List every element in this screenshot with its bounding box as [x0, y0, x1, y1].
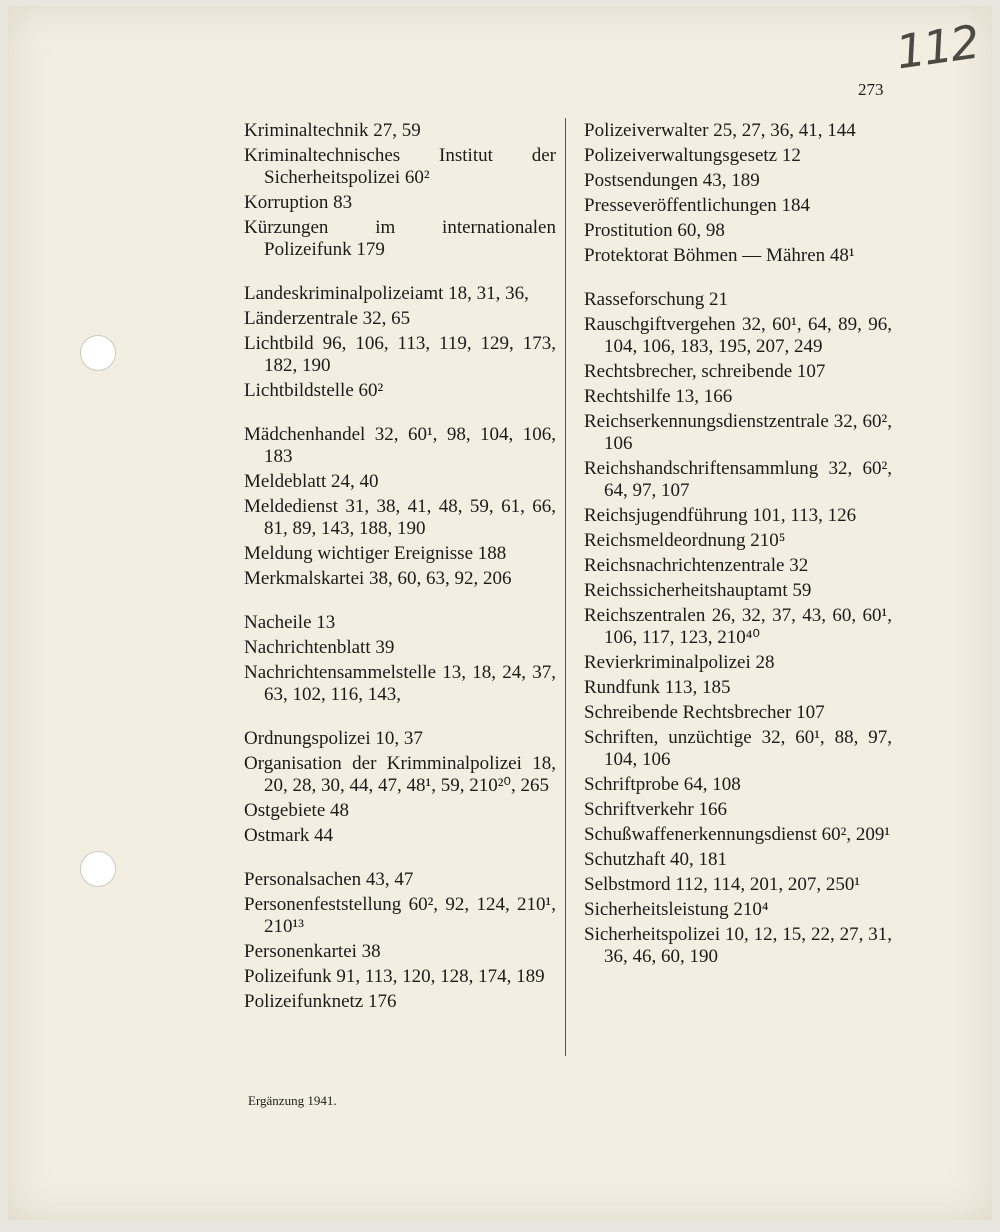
index-entry: Reichssicherheitshauptamt 59	[584, 580, 812, 601]
index-entry: Nachrichtenblatt 39	[244, 637, 395, 658]
index-entry: Personenkartei 38	[244, 941, 381, 962]
index-entry: Lichtbild 96, 106, 113, 119, 129, 173, 182, 190	[244, 333, 556, 376]
index-entry: Reichszentralen 26, 32, 37, 43, 60, 60¹, 106, 117, 123, 210⁴⁰	[584, 605, 892, 648]
index-entry: Polizeiverwalter 25, 27, 36, 41, 144	[584, 120, 856, 141]
index-entry: Polizeifunk 91, 113, 120, 128, 174, 189	[244, 966, 545, 987]
index-entry: Nachrichtensammelstelle 13, 18, 24, 37, 63, 102, 116, 143,	[244, 662, 556, 705]
index-entry: Ostmark 44	[244, 825, 334, 846]
index-entry: Rasseforschung 21	[584, 289, 729, 310]
index-entry: Mädchenhandel 32, 60¹, 98, 104, 106, 183	[244, 424, 556, 467]
index-entry: Selbstmord 112, 114, 201, 207, 250¹	[584, 874, 861, 895]
index-entry: Korruption 83	[244, 192, 353, 213]
punch-hole-bottom	[80, 851, 116, 887]
footer-note: Ergänzung 1941.	[248, 1093, 337, 1108]
index-entry: Polizeifunknetz 176	[244, 991, 397, 1012]
index-entry: Nacheile 13	[244, 612, 336, 633]
handwritten-folio-number: 112	[892, 14, 982, 80]
index-entry: Länderzentrale 32, 65	[244, 308, 411, 329]
index-entry: Rechtsbrecher, schreibende 107	[584, 361, 826, 382]
index-entry: Rauschgiftvergehen 32, 60¹, 64, 89, 96, 104, 106, 183, 195, 207, 249	[584, 314, 892, 357]
index-entry: Landeskriminalpolizeiamt 18, 31, 36,	[244, 283, 529, 304]
index-entry: Personenfeststellung 60², 92, 124, 210¹, 210¹³	[244, 894, 556, 937]
index-entry: Meldeblatt 24, 40	[244, 471, 379, 492]
index-entry: Kriminaltechnik 27, 59	[244, 120, 421, 141]
punch-hole-top	[80, 335, 116, 371]
index-entry: Personalsachen 43, 47	[244, 869, 414, 890]
index-entry: Schriftverkehr 166	[584, 799, 727, 820]
index-entry: Schutzhaft 40, 181	[584, 849, 728, 870]
index-page	[8, 6, 992, 1220]
index-entry: Schreibende Rechtsbrecher 107	[584, 702, 825, 723]
index-entry: Sicherheitspolizei 10, 12, 15, 22, 27, 31, 36, 46, 60, 190	[584, 924, 892, 967]
index-entry: Reichshandschriftensammlung 32, 60², 64, 97, 107	[584, 458, 892, 501]
index-entry: Polizeiverwaltungsgesetz 12	[584, 145, 801, 166]
index-entry: Ordnungspolizei 10, 37	[244, 728, 423, 749]
index-entry: Meldedienst 31, 38, 41, 48, 59, 61, 66, 81, 89, 143, 188, 190	[244, 496, 556, 539]
index-entry: Presseveröffentlichungen 184	[584, 195, 811, 216]
page-number: 273	[858, 80, 884, 99]
index-entry: Protektorat Böhmen — Mähren 48¹	[584, 245, 855, 266]
index-entry: Rundfunk 113, 185	[584, 677, 731, 698]
index-column-left	[244, 120, 556, 1016]
index-column-right	[584, 120, 892, 971]
index-entry: Reichsnachrichtenzentrale 32	[584, 555, 809, 576]
index-entry: Merkmalskartei 38, 60, 63, 92, 206	[244, 568, 512, 589]
column-divider	[565, 118, 566, 1056]
index-entry: Prostitution 60, 98	[584, 220, 725, 241]
index-entry: Reichsmeldeordnung 210⁵	[584, 530, 786, 551]
index-entry: Ostgebiete 48	[244, 800, 350, 821]
index-entry: Schriften, unzüchtige 32, 60¹, 88, 97, 104, 106	[584, 727, 892, 770]
index-entry: Meldung wichtiger Ereignisse 188	[244, 543, 507, 564]
index-entry: Postsendungen 43, 189	[584, 170, 760, 191]
index-entry: Rechtshilfe 13, 166	[584, 386, 733, 407]
index-entry: Revierkriminalpolizei 28	[584, 652, 775, 673]
index-entry: Schriftprobe 64, 108	[584, 774, 741, 795]
index-entry: Schußwaffenerkennungsdienst 60², 209¹	[584, 824, 891, 845]
index-entry: Reichserkennungsdienstzentrale 32, 60², 106	[584, 411, 892, 454]
index-entry: Lichtbildstelle 60²	[244, 380, 384, 401]
index-entry: Reichsjugendführung 101, 113, 126	[584, 505, 857, 526]
index-entry: Sicherheitsleistung 210⁴	[584, 899, 769, 920]
index-entry: Kriminaltechnisches Institut der Sicherheitspolizei 60²	[244, 145, 556, 188]
index-entry: Kürzungen im internationalen Polizeifunk 179	[244, 217, 556, 260]
index-entry: Organisation der Krimminalpolizei 18, 20, 28, 30, 44, 47, 48¹, 59, 210²⁰, 265	[244, 753, 556, 796]
